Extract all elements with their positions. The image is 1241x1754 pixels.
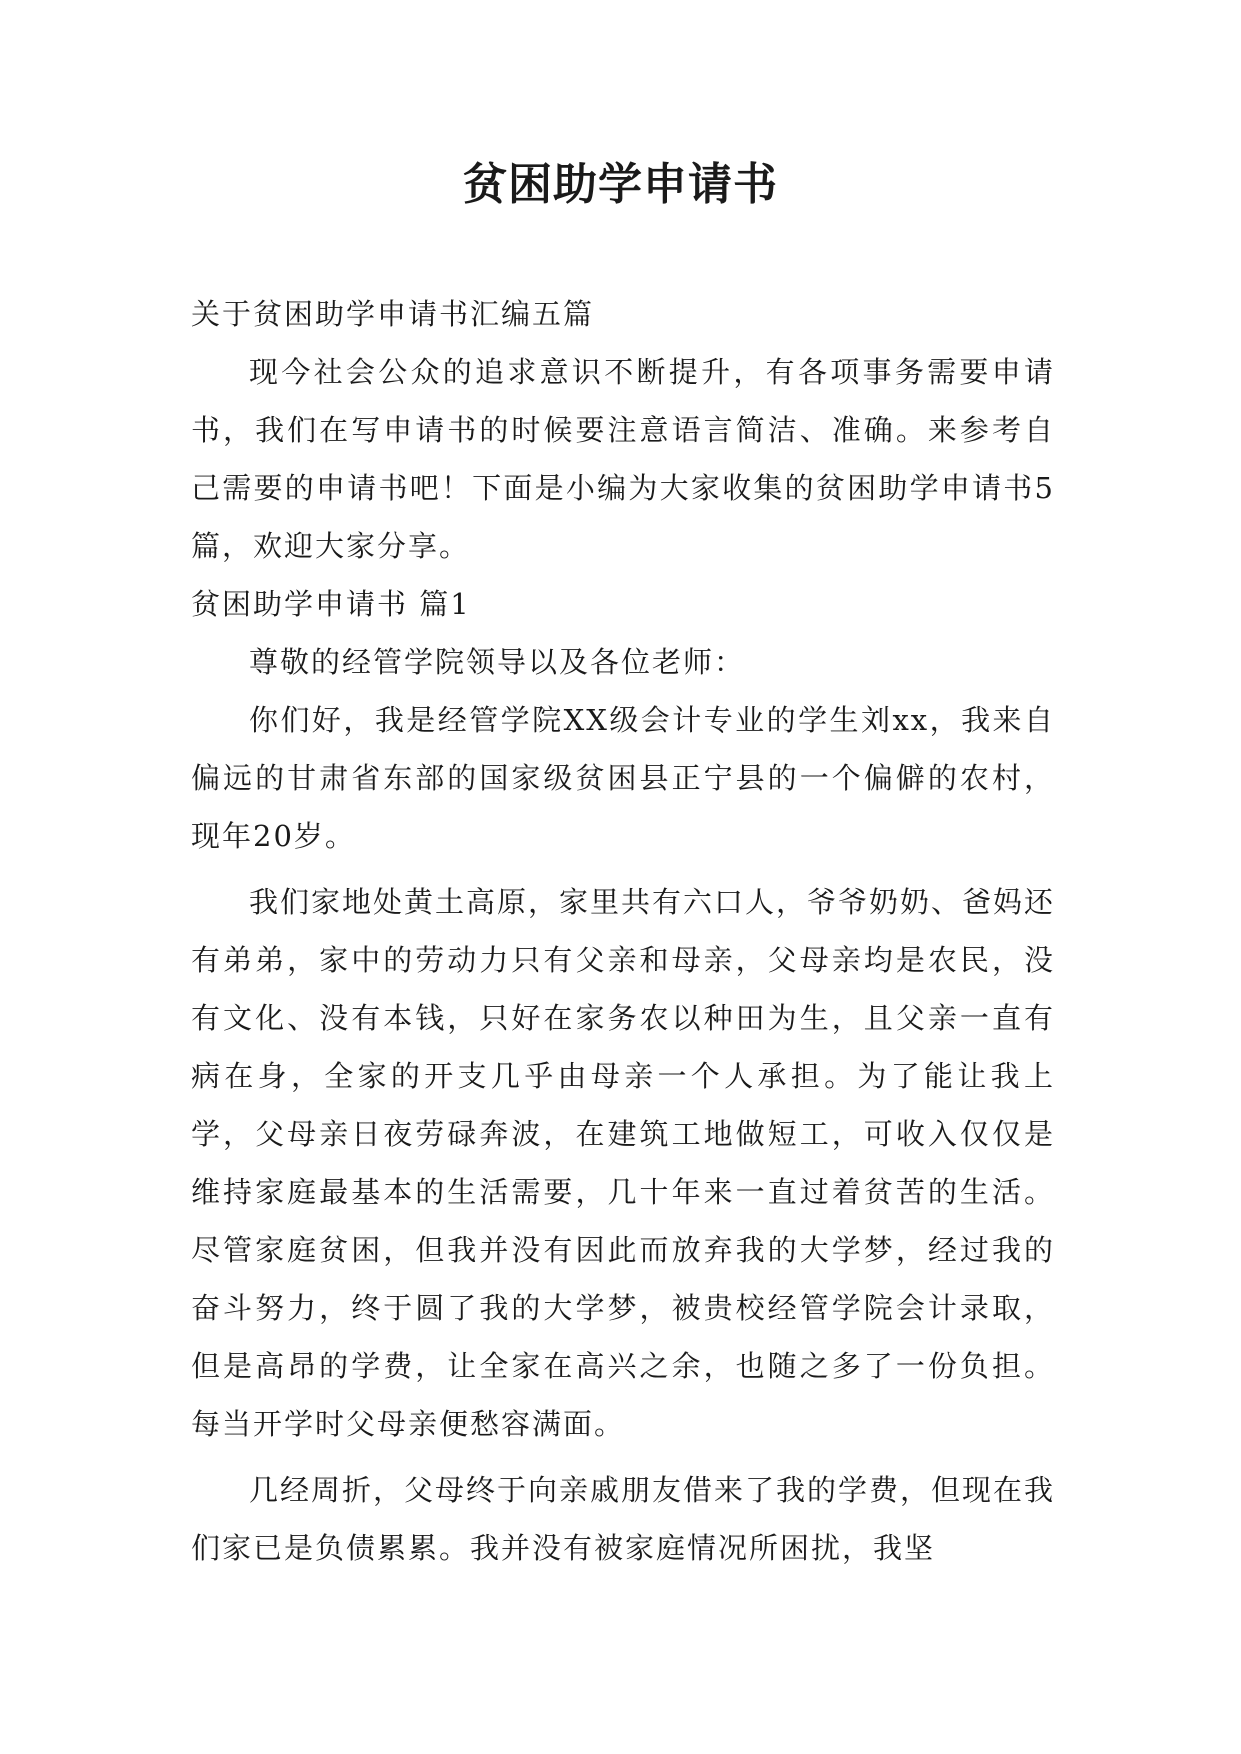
section-heading: 贫困助学申请书 篇1 xyxy=(191,587,471,621)
document-body xyxy=(191,285,1055,1577)
salutation: 尊敬的经管学院领导以及各位老师： xyxy=(249,645,746,679)
intro-paragraph: 现今社会公众的追求意识不断提升，有各项事务需要申请书，我们在写申请书的时候要注意语言简洁、准确。来参考自己需要的申请书吧！下面是小编为大家收集的贫困助学申请书5篇，欢迎大家分享。 xyxy=(191,355,1055,563)
document-subtitle: 关于贫困助学申请书汇编五篇 xyxy=(191,297,595,331)
body-paragraph: 我们家地处黄土高原，家里共有六口人，爷爷奶奶、爸妈还有弟弟，家中的劳动力只有父亲和母亲，父母亲均是农民，没有文化、没有本钱，只好在家务农以种田为生，且父亲一直有病在身，全家的开支几乎由母亲一个人承担。为了能让我上学，父母亲日夜劳碌奔波，在建筑工地做短工，可收入仅仅是维持家庭最基本的生活需要，几十年来一直过着贫苦的生活。尽管家庭贫困，但我并没有因此而放弃我的大学梦，经过我的奋斗努力，终于圆了我的大学梦，被贵校经管学院会计录取，但是高昂的学费，让全家在高兴之余，也随之多了一份负担。每当开学时父母亲便愁容满面。 xyxy=(191,885,1056,1441)
body-paragraph: 几经周折，父母终于向亲戚朋友借来了我的学费，但现在我们家已是负债累累。我并没有被家庭情况所困扰，我坚 xyxy=(191,1473,1056,1565)
document-title: 贫困助学申请书 xyxy=(463,159,778,210)
body-paragraph: 你们好，我是经管学院XX级会计专业的学生刘xx，我来自偏远的甘肃省东部的国家级贫困县正宁县的一个偏僻的农村，现年20岁。 xyxy=(191,703,1055,853)
